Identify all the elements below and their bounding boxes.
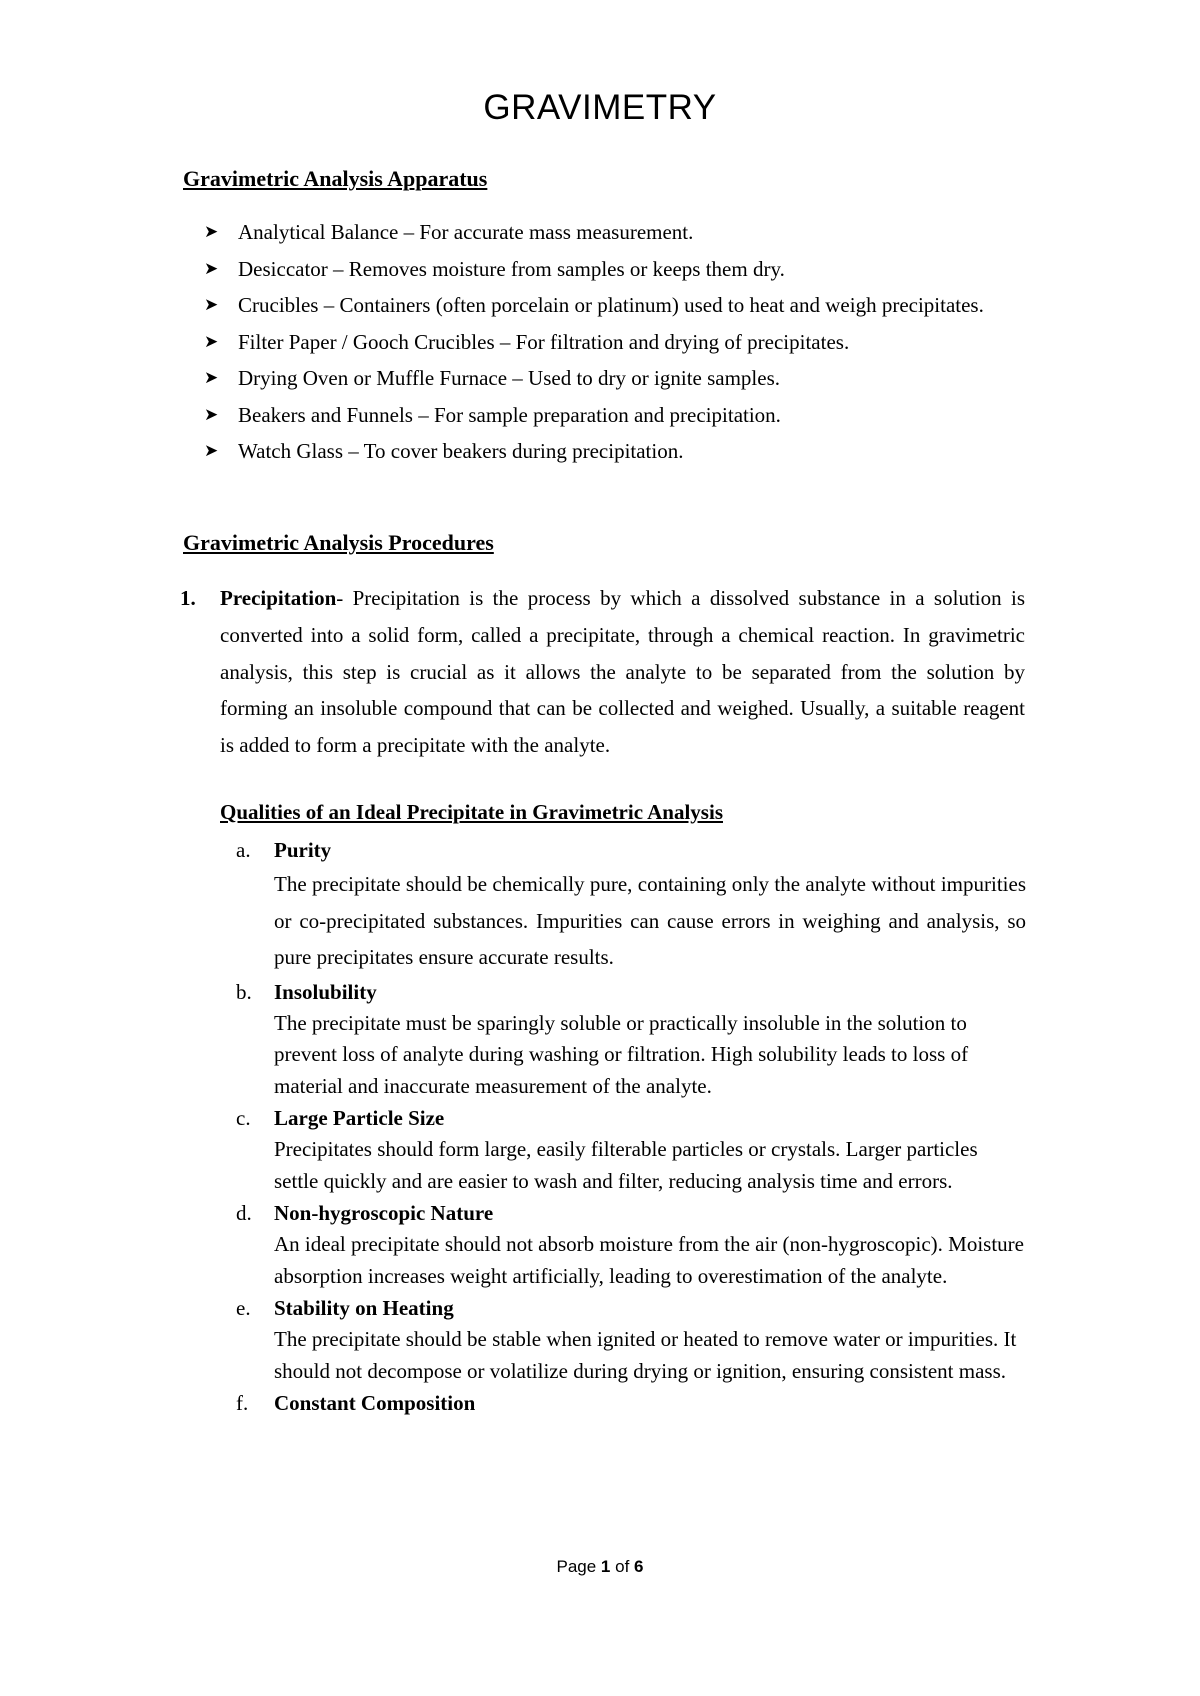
quality-description: The precipitate should be stable when ignited or heated to remove water or impurities. It should not decompose or volatilize during drying or ignition, ensuring consistent mass. bbox=[274, 1327, 1017, 1383]
list-item bbox=[204, 214, 1024, 251]
page-number: 1 bbox=[600, 1557, 611, 1576]
list-item-text: Desiccator – Removes moisture from samples or keeps them dry. bbox=[238, 256, 785, 281]
arrowhead-bullet-icon: ➤ bbox=[204, 441, 219, 461]
quality-item bbox=[236, 1197, 1026, 1292]
quality-letter: f. bbox=[236, 1391, 249, 1415]
list-item bbox=[204, 251, 1024, 288]
arrowhead-bullet-icon: ➤ bbox=[204, 368, 219, 388]
quality-header bbox=[236, 834, 1026, 866]
quality-name: Non-hygroscopic Nature bbox=[274, 1201, 494, 1225]
list-item bbox=[204, 360, 1024, 397]
list-item bbox=[204, 324, 1024, 361]
list-item bbox=[204, 287, 1024, 324]
list-item-text: Analytical Balance – For accurate mass measurement. bbox=[238, 220, 694, 244]
quality-item bbox=[236, 1387, 1026, 1419]
procedures-list bbox=[180, 580, 1025, 764]
quality-name: Stability on Heating bbox=[274, 1296, 454, 1320]
quality-header bbox=[236, 976, 1026, 1008]
arrowhead-bullet-icon: ➤ bbox=[204, 404, 219, 425]
arrowhead-bullet-icon: ➤ bbox=[204, 331, 219, 352]
procedure-step-number: 1. bbox=[180, 586, 196, 610]
quality-description: The precipitate should be chemically pure, containing only the analyte without impurities or co-precipitated substances. Impurities can cause errors in weighing and analysis, so pure precipitates ensure accurate results. bbox=[274, 872, 1026, 969]
document-title: GRAVIMETRY bbox=[483, 88, 717, 127]
arrowhead-bullet-icon: ➤ bbox=[204, 295, 219, 315]
quality-item bbox=[236, 834, 1026, 976]
page-footer bbox=[0, 1557, 1200, 1577]
quality-letter: e. bbox=[236, 1296, 251, 1320]
quality-name: Constant Composition bbox=[274, 1391, 476, 1415]
quality-name: Purity bbox=[274, 838, 332, 862]
apparatus-list bbox=[204, 214, 1024, 470]
quality-description: An ideal precipitate should not absorb moisture from the air (non-hygroscopic). Moisture absorption increases weight artificially, leading to overestimation of the analyte. bbox=[274, 1232, 1024, 1288]
quality-header bbox=[236, 1387, 1026, 1419]
quality-name: Insolubility bbox=[274, 979, 377, 1004]
quality-letter: d. bbox=[236, 1201, 252, 1225]
procedure-step-text: - Precipitation is the process by which a dissolved substance in a solution is converted into a solid form, called a precipitate, through a chemical reaction. In gravimetric analysis, this step is crucial as it allows the analyte to be separated from the solution by forming an insoluble compound that can be collected and weighed. Usually, a suitable reagent is added to form a precipitate with the analyte. bbox=[220, 586, 1025, 758]
quality-item bbox=[236, 976, 1026, 1103]
list-item-text: Watch Glass – To cover beakers during precipitation. bbox=[238, 439, 684, 463]
qualities-heading: Qualities of an Ideal Precipitate in Gravimetric Analysis bbox=[220, 800, 723, 824]
quality-name: Large Particle Size bbox=[274, 1106, 445, 1130]
list-item-text: Crucibles – Containers (often porcelain or platinum) used to heat and weigh precipitates. bbox=[238, 293, 984, 317]
apparatus-heading: Gravimetric Analysis Apparatus bbox=[183, 166, 488, 191]
procedures-heading: Gravimetric Analysis Procedures bbox=[183, 530, 494, 555]
quality-header bbox=[236, 1292, 1026, 1324]
procedure-step-term: Precipitation bbox=[220, 586, 337, 610]
page-total: 6 bbox=[634, 1557, 644, 1576]
quality-header bbox=[236, 1197, 1026, 1229]
quality-description: The precipitate must be sparingly soluble or practically insoluble in the solution to prevent loss of analyte during washing or filtration. High solubility leads to loss of material and inaccurate measurement of the analyte. bbox=[274, 1010, 969, 1098]
quality-item bbox=[236, 1292, 1026, 1387]
quality-letter: c. bbox=[236, 1106, 251, 1130]
quality-letter: a. bbox=[236, 838, 251, 862]
list-item bbox=[204, 433, 1024, 470]
quality-letter: b. bbox=[236, 979, 252, 1004]
list-item-text: Drying Oven or Muffle Furnace – Used to dry or ignite samples. bbox=[238, 366, 781, 390]
arrowhead-bullet-icon: ➤ bbox=[204, 222, 219, 242]
of-label: of bbox=[615, 1557, 630, 1576]
page-label: Page bbox=[556, 1557, 597, 1576]
qualities-list bbox=[236, 834, 1026, 1419]
list-item-text: Beakers and Funnels – For sample preparation and precipitation. bbox=[238, 402, 781, 427]
quality-header bbox=[236, 1102, 1026, 1134]
quality-description: Precipitates should form large, easily filterable particles or crystals. Larger particles settle quickly and are easier to wash and filter, reducing analysis time and errors. bbox=[274, 1137, 978, 1193]
procedure-step bbox=[180, 580, 1025, 764]
quality-item bbox=[236, 1102, 1026, 1197]
arrowhead-bullet-icon: ➤ bbox=[204, 258, 219, 279]
list-item-text: Filter Paper / Gooch Crucibles – For filtration and drying of precipitates. bbox=[238, 329, 850, 354]
list-item bbox=[204, 397, 1024, 434]
